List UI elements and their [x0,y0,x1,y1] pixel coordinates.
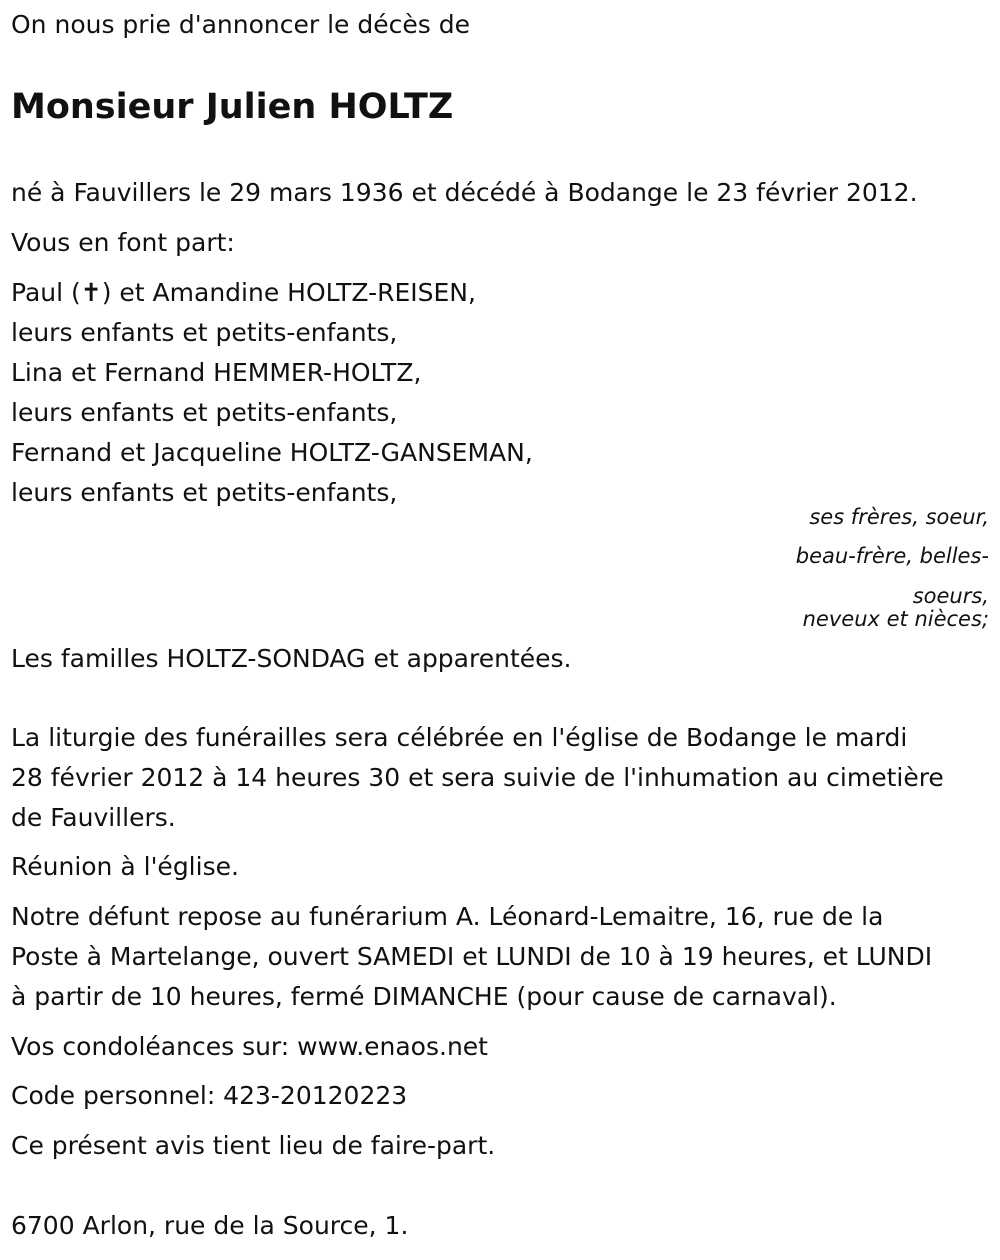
birth-death-text: né à Fauvillers le 29 mars 1936 et décédé à Bodange le 23 février 2012. [11,178,918,207]
family-line: leurs enfants et petits-enfants, [11,318,398,347]
family-line: leurs enfants et petits-enfants, [11,478,398,507]
liturgy-line: La liturgie des funérailles sera célébrée en l'église de Bodange le mardi [11,723,908,752]
relation-line: beau-frère, belles- [795,544,989,568]
funerarium-line: Poste à Martelange, ouvert SAMEDI et LUNDI de 10 à 19 heures, et LUNDI [11,942,933,971]
families-text: Les familles HOLTZ-SONDAG et apparentées. [11,644,572,673]
personal-code-text: Code personnel: 423-20120223 [11,1081,408,1110]
deceased-name: Monsieur Julien HOLTZ [11,87,454,127]
relation-line: neveux et nièces; [802,607,989,631]
family-line: Lina et Fernand HEMMER-HOLTZ, [11,358,422,387]
family-line: Paul (✝) et Amandine HOLTZ-REISEN, [11,278,476,307]
relation-line: ses frères, soeur, [809,505,989,529]
funerarium-line: à partir de 10 heures, fermé DIMANCHE (pour cause de carnaval). [11,982,837,1011]
liturgy-line: de Fauvillers. [11,803,176,832]
family-line: Fernand et Jacqueline HOLTZ-GANSEMAN, [11,438,533,467]
reunion-text: Réunion à l'église. [11,852,239,881]
address-text: 6700 Arlon, rue de la Source, 1. [11,1211,409,1240]
intro-text: On nous prie d'annoncer le décès de [11,10,470,39]
condolences-text: Vos condoléances sur: www.enaos.net [11,1032,488,1061]
liturgy-line: 28 février 2012 à 14 heures 30 et sera suivie de l'inhumation au cimetière [11,763,944,792]
announce-text: Vous en font part: [11,228,235,257]
notice-text: Ce présent avis tient lieu de faire-part. [11,1131,496,1160]
relation-line: soeurs, [912,584,989,608]
funerarium-line: Notre défunt repose au funérarium A. Léonard-Lemaitre, 16, rue de la [11,902,884,931]
family-line: leurs enfants et petits-enfants, [11,398,398,427]
